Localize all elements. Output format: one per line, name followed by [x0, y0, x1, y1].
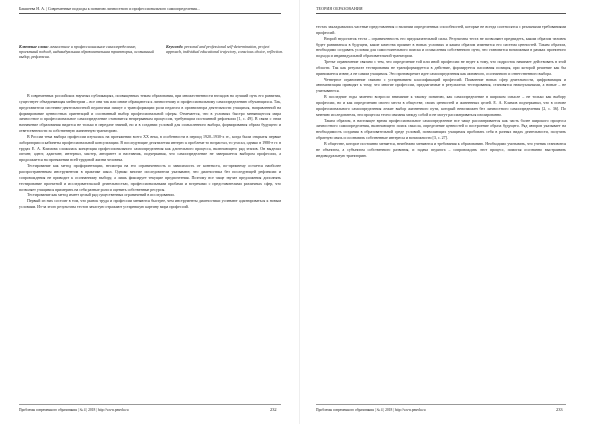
- paragraph: Тестирование как метод имеет целый ряд существенных ограничений в исследовании.: [27, 192, 175, 198]
- footer-text: Проблемы современного образования | № 4 | 2018 | http://www.pmedu.ru: [19, 408, 129, 412]
- running-head: ТЕОРИЯ ОБРАЗОВАНИЯ: [316, 6, 363, 11]
- paragraph: В обществе, которое постоянно меняется, неизбежно меняются и требования к образованию. Необходимо учитывать, что ученик становится не объектом, а субъектом собственного развития, и задача педагога – сопровождать этот процесс, помогая осознанно выстраивать индивидуальную траекторию.: [316, 140, 566, 158]
- left-body-text: [19, 93, 281, 210]
- keywords-en-label: Keywords:: [166, 44, 184, 49]
- footer-rule: [19, 404, 281, 405]
- keywords-en: [166, 44, 284, 54]
- paragraph: тестах закладывались частные представления о наличии определенных способностей, которые не всегда соотносятся с реальными требованиями профессий.: [316, 24, 566, 35]
- page-number: 233: [556, 407, 563, 412]
- header-rule: [19, 13, 281, 14]
- keywords-ru-label: Ключевые слова:: [19, 44, 49, 49]
- footer-text: Проблемы современного образования | № 4 | 2018 | http://www.pmedu.ru: [316, 408, 426, 412]
- running-head: Бакшеева Н. А. | Современные подходы к понятию личностного и профессионального самоопределения...: [19, 6, 200, 11]
- keywords-ru: [19, 44, 154, 60]
- keywords-ru-text: личностное и профессиональное самоопределение, проектный подход, индивидуальная образовательная траектория, осознанный выбор, рефлексия.: [19, 44, 154, 60]
- paragraph: Первый из них состоит в том, что рынок труда и профессии меняются быстрее, чем инструменты диагностики успевают адаптироваться к новым условиям. Из-за этого результаты тестов зачастую отражают устаревшую картину мира профессий.: [19, 198, 281, 210]
- paragraph: Тестирование как метод профориентации, несмотря на его ограниченность и зависимость от контекста, по-прежнему остается наиболее распространенным инструментом в практике школ. Однако многие исследователи указывают, что диагностика без последующей рефлексии и сопровождения не приводит к осознанному выбору, а лишь фиксирует текущие предпочтения. Поэтому все чаще звучат предложения дополнять тестирование проектной и исследовательской деятельностью, профессиональными пробами и встречами с представителями различных сфер, что позволяет учащимся примерить на себя разные роли и оценить собственные ресурсы.: [19, 163, 281, 192]
- paragraph: В современных российских научных публикациях, посвященных темам образования, при множественности взглядов на лучший путь его развития, существует объединяющая мейнстрим – все они так или иначе обращаются к личностному и профессиональному самоопределению обучающихся. Так, представители системно-деятельностной педагогики пишут о трансформации роли педагога в организатора деятельности учащихся, направленной на формирование ценностных ориентаций и осознанный выбор профессиональной сферы. Отмечается, что в условиях быстро меняющегося мира личностное и профессиональное самоопределение становится непрерывным процессом, требующим постоянной рефлексии [1, с. 49]. В связи с этим назначение образования видится не только в передаче знаний, но и в создании условий для осмысленного выбора, формирования образа будущего и ответственности за собственную жизненную траекторию.: [19, 93, 281, 134]
- paragraph: В России тема выбора профессии изучалась на протяжении всего XX века, в особенности в период 1920–1930-х гг., когда были открыты первые лаборатории и кабинеты профессиональной консультации. В последующие десятилетия интерес к проблеме то возрастал, то угасал, однако в 1980-е гг. в трудах Е. А. Климова сложилась концепция профессионального самоопределения как длительного процесса, включающего ряд этапов. Он выделял оптант, адепт, адаптант, интернал, мастер, авторитет и наставник, подчеркивая, что самоопределение не завершается выбором профессии, а продолжается на протяжении всей трудовой жизни человека.: [19, 133, 281, 163]
- paragraph: Таким образом, в настоящее время профессиональное самоопределение все чаще рассматривается как часть более широкого процесса личностного самоопределения, включающего поиск смысла, определение ценностей и построение образа будущего. Ряд авторов указывает на необходимость создания в образовательной среде условий, позволяющих учащимся пробовать себя в разных видах деятельности, получать обратную связь и осознавать собственные интересы и возможности [3, с. 27].: [316, 117, 566, 141]
- right-page: [300, 0, 600, 424]
- right-body-text: [316, 24, 566, 158]
- paragraph: Четвертое ограничение связано с устареванием классификаций профессий. Появление новых сфер деятельности, цифровизация и автоматизация приводят к тому, что многие профессии, предлагаемые в результатах тестирования, становятся неактуальными, а новые – не учитываются.: [316, 76, 566, 94]
- keywords-en-text: personal and professional self-determination, project approach, individual educational trajectory, conscious choice, reflection.: [166, 44, 284, 55]
- header-rule: [316, 13, 566, 14]
- paragraph: В последние годы заметно возросло внимание к такому понятию, как самоопределение в широком смысле – не только как выбору профессии, но и как определению своего места в обществе, своих ценностей и жизненных целей. Е. А. Климов подчеркивал, что в основе профессионального самоопределения лежит выбор жизненного пути, который невозможен без личностного самоопределения [2, с. 36]. По мнению исследователя, эти процессы тесно связаны между собой и не могут рассматриваться изолированно.: [316, 94, 566, 117]
- paragraph: Второй недостаток теста – ограниченность его предсказательной силы. Результаты теста не позволяют предвидеть, каким образом человек будет развиваться в будущем, какие качества проявит в новых условиях и каким образом изменится его система ценностей. Таким образом, необходимо создавать условия для самостоятельного поиска и осмысления собственного пути, что становится возможным в рамках проектного подхода и индивидуальной образовательной траектории.: [316, 35, 566, 59]
- footer-rule: [316, 404, 566, 405]
- paragraph: Третье ограничение связано с тем, что определение той или иной профессии не ведет к тому, что подросток начинает действовать в этой области. Так как результат тестирования не трансформируется в действие, формируется пассивная позиция, при которой решение как бы принимается извне, а не самим учащимся. Это противоречит идее самоопределения как активного, осознанного и ответственного выбора.: [316, 59, 566, 76]
- page-number: 232: [270, 407, 277, 412]
